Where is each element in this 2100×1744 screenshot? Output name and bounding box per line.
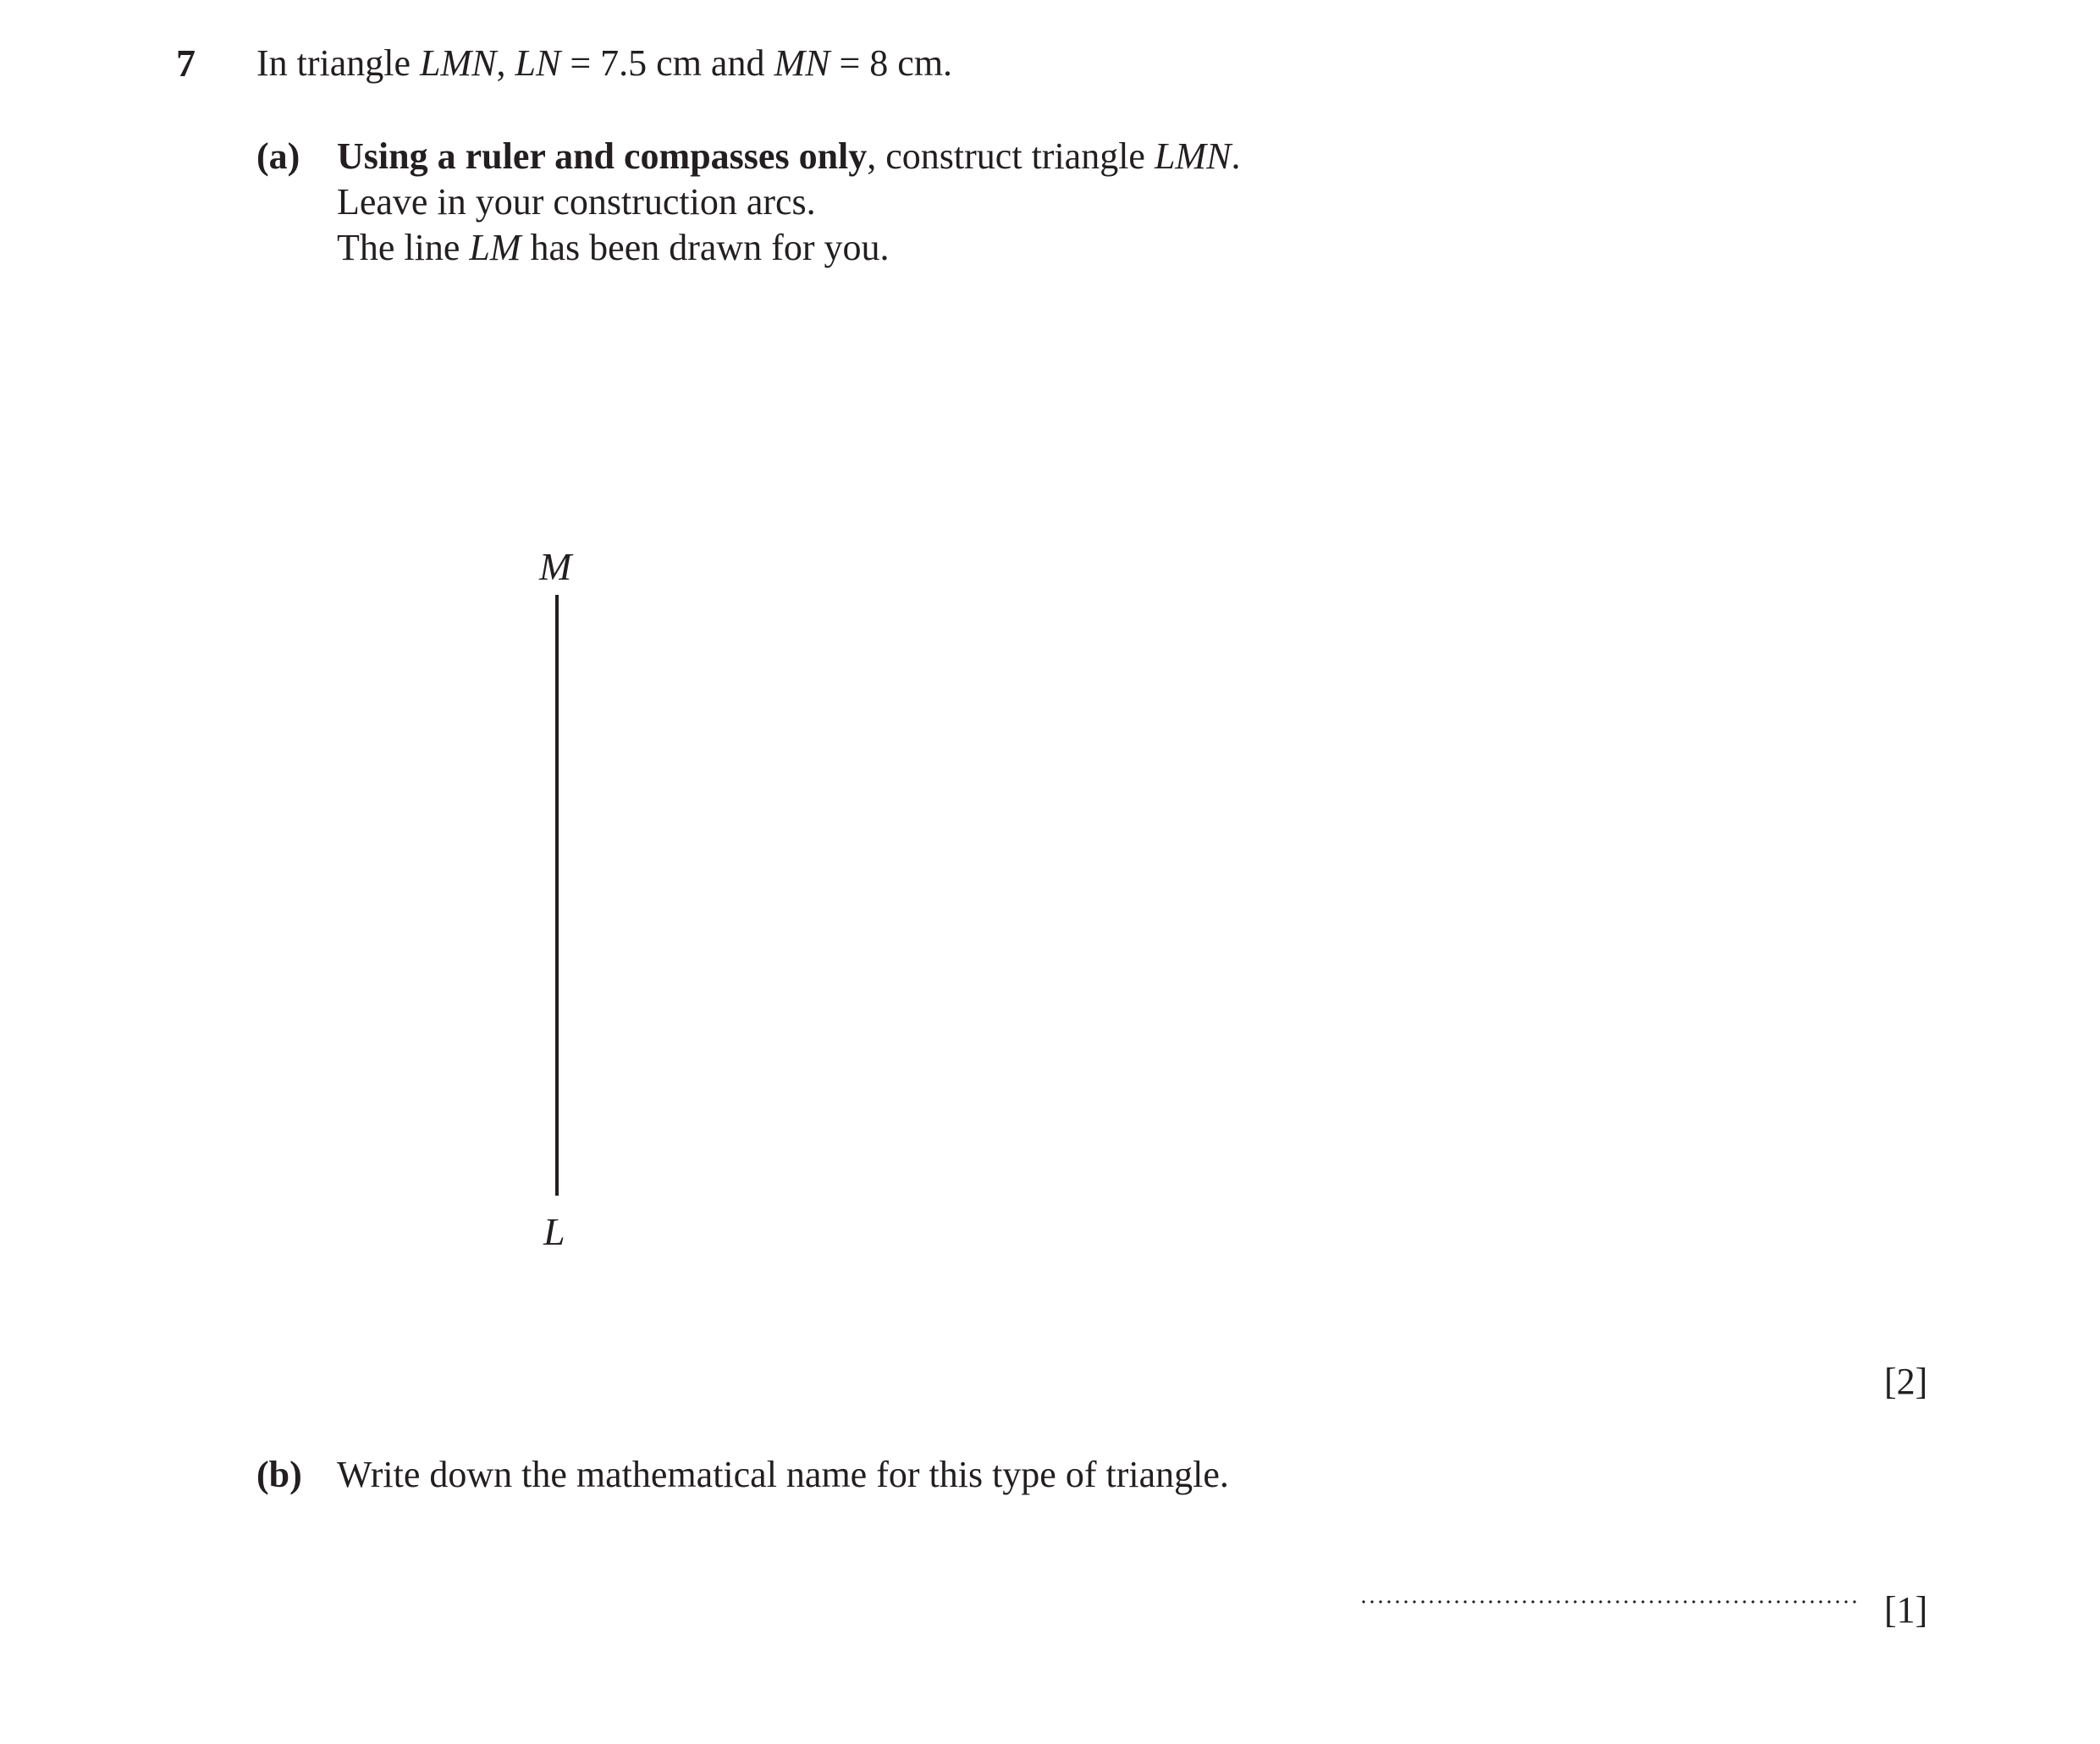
part-a-line3 xyxy=(337,225,890,271)
part-a-segment-name: LM xyxy=(469,227,521,268)
stem-intro: In triangle xyxy=(256,42,421,84)
part-a-line3-end: has been drawn for you. xyxy=(521,227,890,268)
vertex-label-m: M xyxy=(539,545,572,588)
stem-side-ln: LN xyxy=(515,42,561,84)
part-b-marks: [1] xyxy=(1884,1589,1928,1631)
part-a-label: (a) xyxy=(256,135,300,177)
question-stem xyxy=(256,41,952,86)
part-a-line1-end: . xyxy=(1231,135,1241,177)
question-number: 7 xyxy=(176,41,196,85)
part-a-bold-lead: Using a ruler and compasses only xyxy=(337,135,868,177)
part-a-triangle-name: LMN xyxy=(1154,135,1232,177)
part-a-line1-rest: , construct triangle xyxy=(867,135,1155,177)
stem-triangle-name: LMN xyxy=(420,42,497,84)
line-segment-lm xyxy=(555,595,559,1196)
part-a-line2: Leave in your construction arcs. xyxy=(337,181,816,223)
construction-area[interactable] xyxy=(254,288,1862,1345)
stem-comma: , xyxy=(496,42,515,84)
part-a-line1 xyxy=(337,134,1240,179)
stem-side-mn: MN xyxy=(774,42,830,84)
stem-side-ln-value: = 7.5 cm and xyxy=(560,42,774,84)
part-b-question: Write down the mathematical name for this type of triangle. xyxy=(337,1454,1229,1495)
part-a-marks: [2] xyxy=(1884,1361,1928,1402)
answer-line[interactable] xyxy=(1359,1599,1859,1604)
stem-side-mn-value: = 8 cm. xyxy=(830,42,953,84)
vertex-label-l: L xyxy=(543,1210,565,1253)
part-a-line3-start: The line xyxy=(337,227,470,268)
part-b-label: (b) xyxy=(256,1454,302,1495)
